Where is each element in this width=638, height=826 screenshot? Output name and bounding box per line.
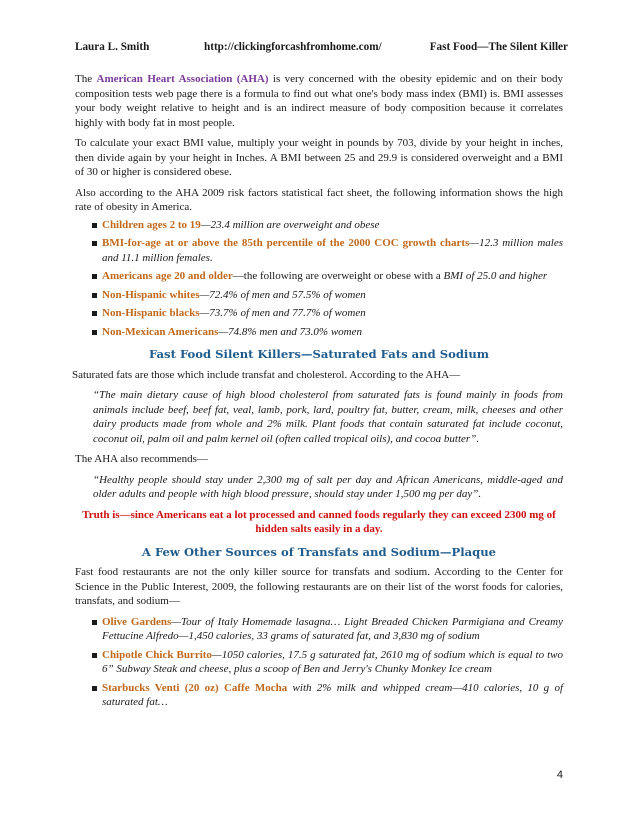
stat-text: —74.8% men and 73.0% women [218, 325, 363, 338]
list-item [92, 236, 563, 265]
stats-list [92, 218, 563, 340]
square-bullet-icon [92, 653, 97, 658]
square-bullet-icon [92, 274, 97, 279]
stat-label: Non-Hispanic blacks [102, 307, 200, 319]
recommends-paragraph: The AHA also recommends— [75, 453, 208, 465]
section-heading-other-sources: A Few Other Sources of Transfats and Sodium—Plaque [141, 544, 497, 559]
restaurant-label: Starbucks Venti (20 oz) Caffe Mocha [102, 681, 288, 694]
square-bullet-icon [92, 620, 97, 625]
stat-text: —the following are overweight or obese with a [232, 270, 444, 282]
square-bullet-icon [92, 241, 97, 246]
list-item [92, 218, 563, 233]
square-bullet-icon [92, 293, 97, 298]
restaurant-label: Chipotle Chick Burrito [102, 648, 212, 661]
restaurants-paragraph: Fast food restaurants are not the only killer source for transfats and sodium. According to the Center for Science in the Public Interest, 2009, the following restaurants are on their list of the worst foods for calories, transfats, and sodium— [75, 566, 563, 607]
square-bullet-icon [92, 223, 97, 228]
stat-label: Americans age 20 and older [102, 270, 233, 282]
intro-text-before: The [75, 73, 93, 85]
stat-label: Non-Mexican Americans [102, 325, 219, 338]
list-item [92, 681, 563, 710]
stat-text: —23.4 million are overweight and obese [200, 218, 380, 231]
intro-paragraph [75, 72, 563, 130]
stats-intro: Also according to the AHA 2009 risk factors statistical fact sheet, the following information shows the high rate of obesity in America. [75, 186, 563, 213]
list-item [92, 615, 563, 644]
stat-text: —72.4% of men and 57.5% of women [199, 288, 366, 301]
restaurants-list [92, 615, 563, 710]
header-author: Laura L. Smith [75, 41, 150, 53]
list-item [92, 306, 563, 321]
list-item [92, 269, 563, 284]
stat-text-italic: BMI of 25.0 and higher [443, 270, 548, 282]
list-item [92, 648, 563, 677]
list-item [92, 325, 563, 340]
intro-text-after: is very concerned with the obesity epidemic and on their body composition tests web page there is a formula to find out what one's body mass index (BMI) is. BMI assesses your body weight relative to height and is an indirect measure of body composition because it correlates highly with body fat in most people. [75, 73, 564, 129]
page-content [72, 72, 564, 716]
page-header [75, 40, 568, 56]
saturated-fats-paragraph: Saturated fats are those which include transfat and cholesterol. According to the AHA— [72, 368, 461, 381]
stat-label: Children ages 2 to 19 [102, 218, 201, 231]
restaurant-label: Olive Gardens [102, 615, 172, 628]
header-url[interactable]: http://clickingforcashfromhome.com/ [204, 41, 382, 53]
aha-quote-salt: “Healthy people should stay under 2,300 mg of salt per day and African Americans, middle-aged and older adults and people with high blood pressure, should stay under 1,500 mg per day”. [93, 473, 563, 500]
restaurant-text: —1050 calories, 17.5 g saturated fat, 2610 mg of sodium which is equal to two 6” Subway Steak and cheese, plus a scoop of Ben and Jerry's Chunky Monkey Ice cream [102, 648, 563, 675]
restaurant-text: with 2% milk and whipped cream—410 calories, 10 g of saturated fat… [102, 681, 563, 708]
restaurant-text: —Tour of Italy Homemade lasagna… Light Breaded Chicken Parmigiana and Creamy Fettucine Alfredo—1,450 calories, 33 grams of saturated fat, and 3,830 mg of sodium [102, 615, 563, 642]
stat-label: Non-Hispanic whites [102, 288, 200, 301]
aha-link[interactable]: American Heart Association (AHA) [96, 73, 269, 85]
stat-text: —12.3 million males and 11.1 million females. [102, 237, 563, 264]
stat-label: BMI-for-age at or above the 85th percentile of the 2000 COC growth charts [102, 237, 470, 249]
aha-quote-cholesterol: “The main dietary cause of high blood cholesterol from saturated fats is found mainly in foods from animals include beef, beef fat, veal, lamb, pork, lard, poultry fat, butter, cream, milk, cheeses and other dairy products made from whole and 2% milk. Plant foods that contain saturated fat include coconut, coconut oil, palm oil and palm kernel oil (often called tropical oils), and cocoa butter”. [93, 389, 563, 445]
stat-text: —73.7% of men and 77.7% of women [199, 307, 366, 319]
section-heading-saturated-fats: Fast Food Silent Killers—Saturated Fats and Sodium [148, 347, 490, 361]
list-item [92, 288, 563, 303]
truth-statement: Truth is—since Americans eat a lot processed and canned foods regularly they can exceed 2300 mg of hidden salts easily in a day. [82, 508, 556, 535]
header-title: Fast Food—The Silent Killer [429, 41, 568, 53]
square-bullet-icon [92, 311, 97, 316]
square-bullet-icon [92, 686, 97, 691]
page-number: 4 [556, 769, 563, 781]
square-bullet-icon [92, 330, 97, 335]
calc-paragraph: To calculate your exact BMI value, multiply your weight in pounds by 703, divide by your height in inches, then divide again by your height in Inches. A BMI between 25 and 29.9 is considered overweight and a BMI of 30 or higher is considered obese. [75, 137, 563, 178]
